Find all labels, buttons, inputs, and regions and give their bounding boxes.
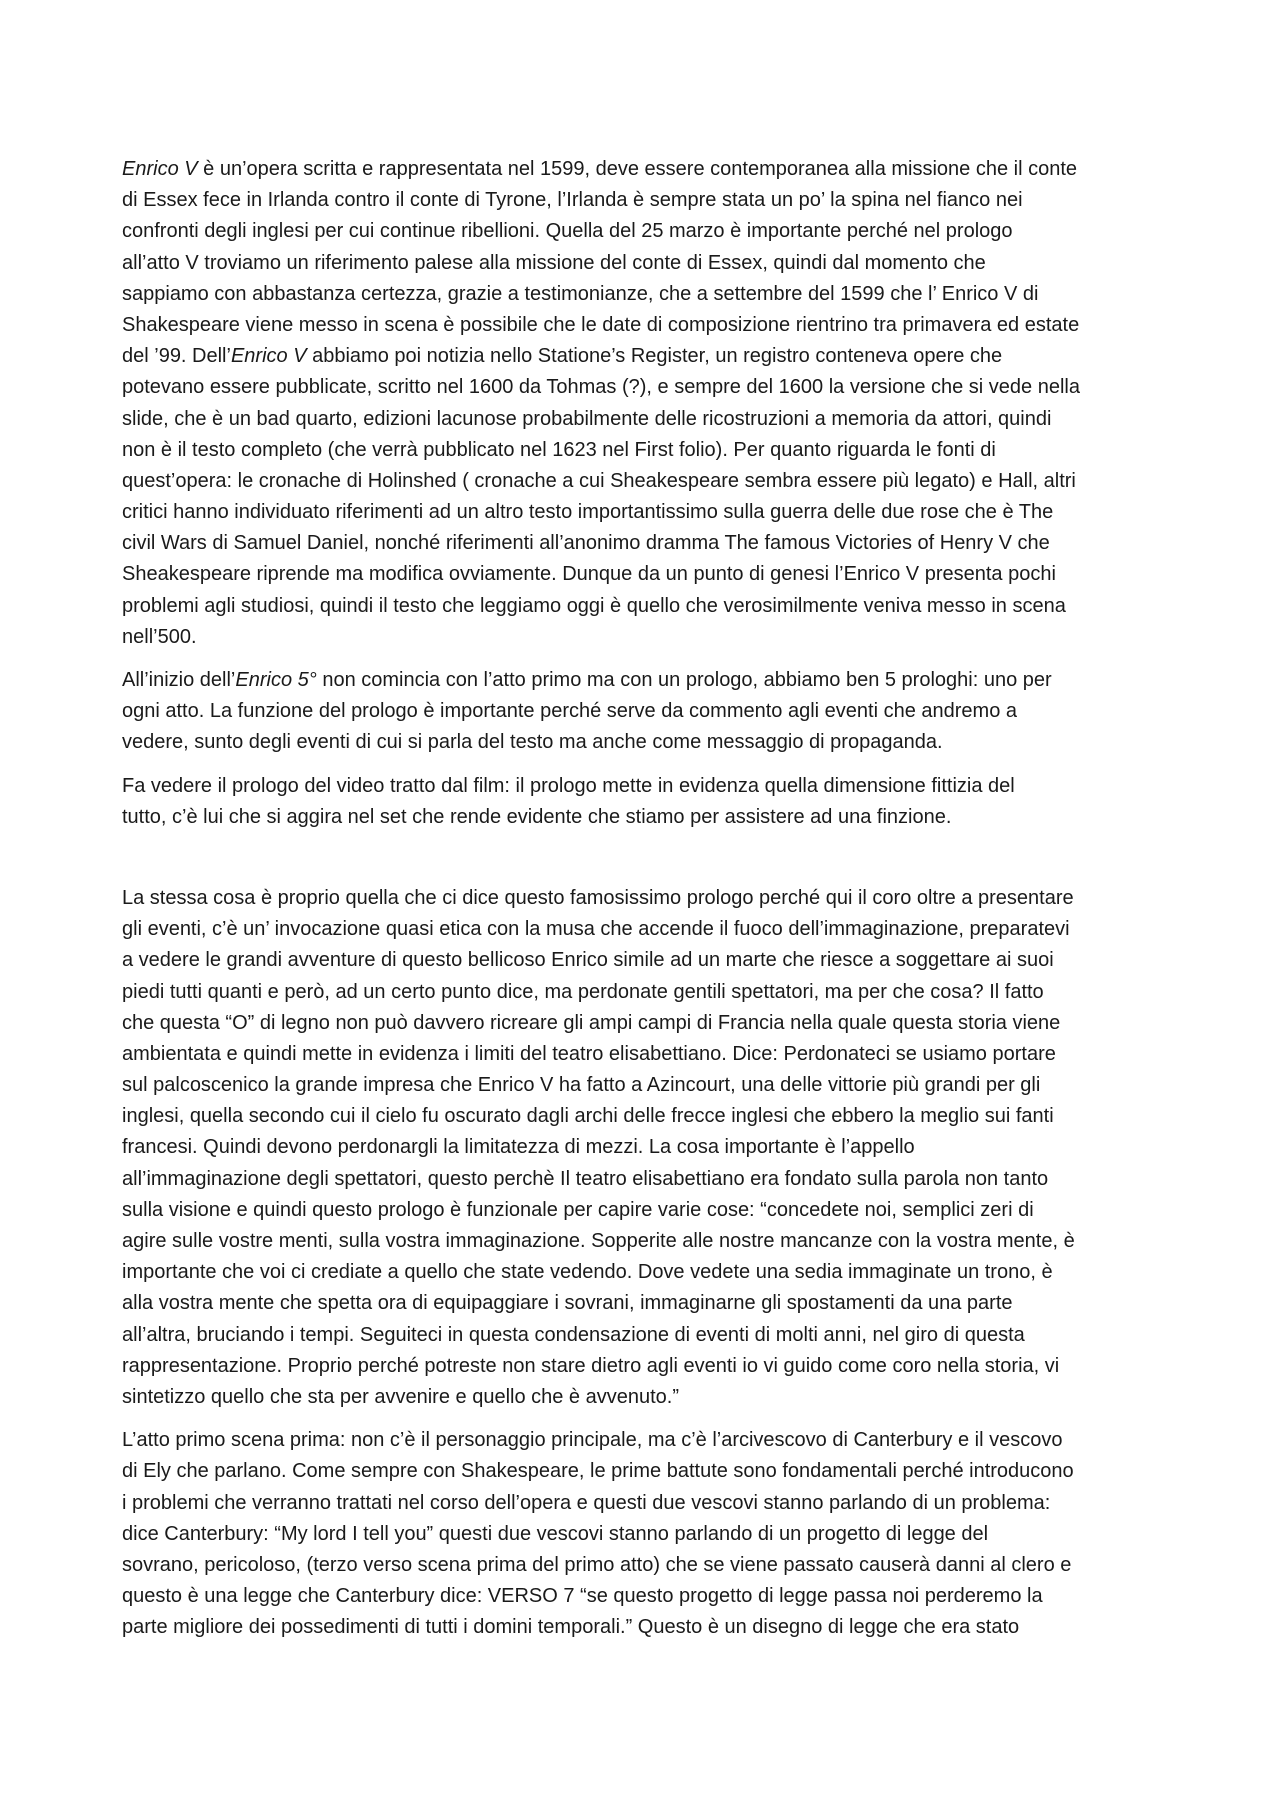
text-line: importante che voi ci crediate a quello che state vedendo. Dove vedete una sedia immaginate un trono, è [122,1261,1053,1284]
text-line: di Ely che parlano. Come sempre con Shakespeare, le prime battute sono fondamentali perché introducono [122,1460,1074,1483]
text-line [122,665,1162,696]
text-line: all’immaginazione degli spettatori, questo perchè Il teatro elisabettiano era fondato sulla parola non tanto [122,1167,1049,1190]
text-line: critici hanno individuato riferimenti ad un altro testo importantissimo sulla guerra delle due rose che è The [122,501,1054,524]
text-line: di Essex fece in Irlanda contro il conte di Tyrone, l’Irlanda è sempre stata un po’ la spina nel fianco nei [122,189,1023,212]
text-line: Fa vedere il prologo del video tratto dal film: il prologo mette in evidenza quella dimensione fittizia del [122,774,1015,797]
text-line: sovrano, pericoloso, (terzo verso scena prima del primo atto) che se viene passato causerà danni al clero e [122,1553,1072,1576]
italic-title: Enrico 5° [235,669,317,691]
italic-title: Enrico V [230,345,307,368]
line-text: non comincia con l’atto primo ma con un prologo, abbiamo ben 5 prologhi: uno per [316,669,1052,691]
text-line: alla vostra mente che spetta ora di equipaggiare i sovrani, immaginarne gli spostamenti da una parte [122,1292,1013,1315]
text-line [122,341,1162,372]
text-line: confronti degli inglesi per cui continue ribellioni. Quella del 25 marzo è importante perché nel prologo [122,220,1013,243]
text-line: questo è una legge che Canterbury dice: VERSO 7 “se questo progetto di legge passa noi perderemo la [122,1585,1043,1608]
text-line: piedi tutti quanti e però, ad un certo punto dice, ma perdonate gentili spettatori, ma per che cosa? Il fatto [122,980,1044,1003]
text-line: rappresentazione. Proprio perché potreste non stare dietro agli eventi io vi guido come coro nella storia, vi [122,1354,1060,1377]
text-line: gli eventi, c’è un’ invocazione quasi etica con la musa che accende il fuoco dell’immaginazione, preparatevi [122,918,1070,941]
text-line: tutto, c’è lui che si aggira nel set che rende evidente che stiamo per assistere ad una finzione. [122,805,952,828]
text-line: potevano essere pubblicate, scritto nel 1600 da Tohmas (?), e sempre del 1600 la versione che si vede nella [122,376,1080,399]
text-line: i problemi che verranno trattati nel corso dell’opera e questi due vescovi stanno parlando di un problema: [122,1491,1051,1514]
text-line: che questa “O” di legno non può davvero ricreare gli ampi campi di Francia nella quale questa storia viene [122,1011,1061,1034]
paragraph [122,665,1162,759]
text-line: all’altra, bruciando i tempi. Seguiteci in questa condensazione di eventi di molti anni, nel giro di questa [122,1323,1025,1346]
text-line: Shakespeare viene messo in scena è possibile che le date di composizione rientrino tra primavera ed estate [122,313,1080,336]
text-line: ambientata e quindi mette in evidenza i limiti del teatro elisabettiano. Dice: Perdonateci se usiamo portare [122,1042,1056,1065]
document-body [122,154,1162,1655]
text-line: all’atto V troviamo un riferimento palese alla missione del conte di Essex, quindi dal momento che [122,251,986,274]
text-line: a vedere le grandi avventure di questo bellicoso Enrico simile ad un marte che riesce a soggettare ai suoi [122,949,1054,972]
line-text: All’inizio dell’ [122,669,236,691]
paragraph [122,1425,1162,1643]
paragraph [122,883,1162,1413]
text-line: nell’500. [122,625,197,648]
text-line: vedere, sunto degli eventi di cui si parla del testo ma anche come messaggio di propaganda. [122,731,943,754]
text-line: dice Canterbury: “My lord I tell you” questi due vescovi stanno parlando di un progetto di legge del [122,1522,989,1545]
text-line: L’atto primo scena prima: non c’è il personaggio principale, ma c’è l’arcivescovo di Canterbury e il vescovo [122,1429,1063,1452]
text-line: Sheakespeare riprende ma modifica ovviamente. Dunque da un punto di genesi l’Enrico V presenta pochi [122,563,1056,586]
text-line: quest’opera: le cronache di Holinshed ( cronache a cui Sheakespeare sembra essere più legato) e Hall, altri [122,469,1076,492]
paragraph [122,154,1162,653]
text-line: parte migliore dei possedimenti di tutti i domini temporali.” Questo è un disegno di legge che era stato [122,1616,1020,1639]
text-line: non è il testo completo (che verrà pubblicato nel 1623 nel First folio). Per quanto riguarda le fonti di [122,438,996,461]
text-line: agire sulle vostre menti, sulla vostra immaginazione. Sopperite alle nostre mancanze con la vostra mente, è [122,1230,1075,1252]
text-line: sul palcoscenico la grande impresa che Enrico V ha fatto a Azincourt, una delle vittorie più grandi per gli [122,1074,1041,1097]
paragraph [122,771,1162,833]
text-line: problemi agli studiosi, quindi il testo che leggiamo oggi è quello che verosimilmente veniva messo in scena [122,594,1066,617]
text-line [122,154,1162,185]
text-line: sintetizzo quello che sta per avvenire e quello che è avvenuto.” [122,1385,680,1408]
text-line: sappiamo con abbastanza certezza, grazie a testimonianze, che a settembre del 1599 che l’ Enrico V di [122,282,1039,305]
italic-title: Enrico V [122,158,198,180]
text-line: slide, che è un bad quarto, edizioni lacunose probabilmente delle ricostruzioni a memoria da attori, quindi [122,407,1052,430]
line-text: del ’99. Dell’ [122,345,231,368]
paragraph-spacer [122,845,1162,883]
text-line: francesi. Quindi devono perdonargli la limitatezza di mezzi. La cosa importante è l’appello [122,1136,915,1159]
text-line: La stessa cosa è proprio quella che ci dice questo famosissimo prologo perché qui il coro oltre a presentare [122,886,1074,909]
line-text: è un’opera scritta e rappresentata nel 1599, deve essere contemporanea alla missione che il conte [197,158,1078,180]
text-line: ogni atto. La funzione del prologo è importante perché serve da commento agli eventi che andremo a [122,700,1017,723]
text-line: sulla visione e quindi questo prologo è funzionale per capire varie cose: “concedete noi, semplici zeri di [122,1198,1034,1221]
text-line: inglesi, quella secondo cui il cielo fu oscurato dagli archi delle frecce inglesi che ebbero la meglio sui fanti [122,1105,1054,1128]
text-line: civil Wars di Samuel Daniel, nonché riferimenti all’anonimo dramma The famous Victories of Henry V che [122,532,1050,555]
line-text: abbiamo poi notizia nello Statione’s Register, un registro conteneva opere che [306,345,1003,368]
